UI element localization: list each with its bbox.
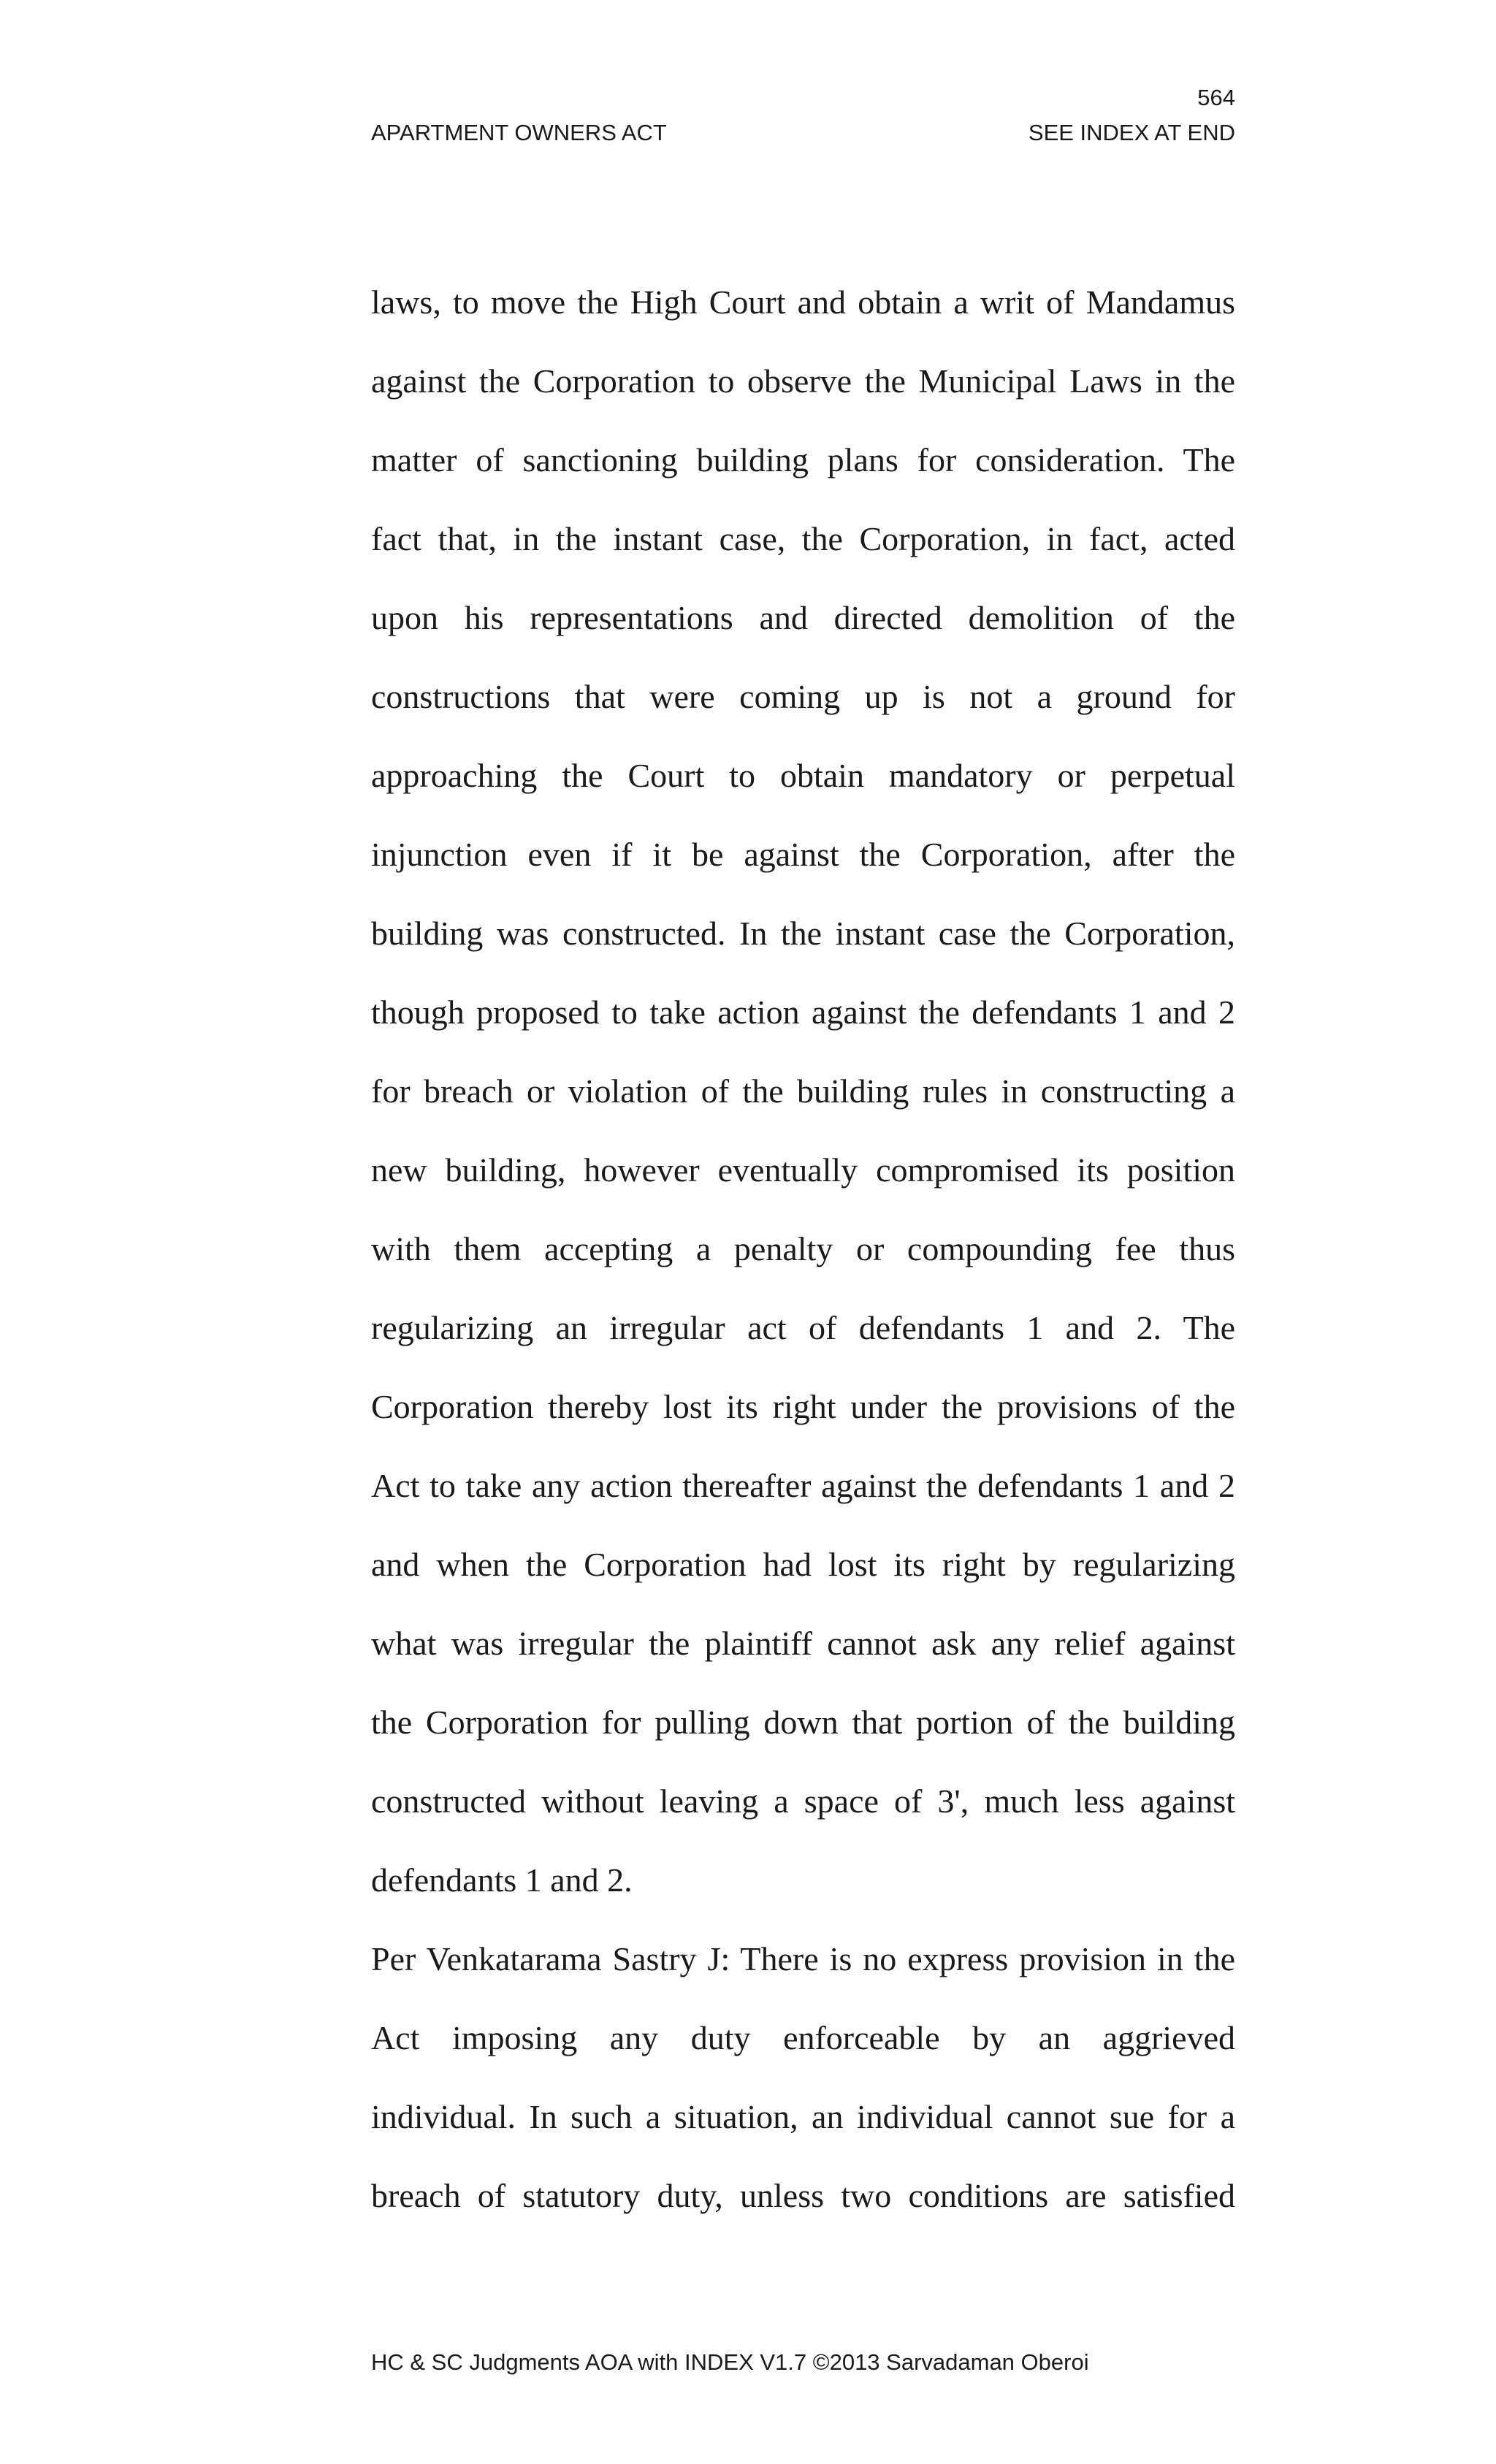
body-line: regularizing an irregular act of defendants 1 and 2. The — [371, 1309, 1235, 1346]
body-line: constructed without leaving a space of 3', much less against — [371, 1782, 1235, 1820]
body-line: building was constructed. In the instant case the Corporation, — [371, 915, 1235, 952]
body-line: breach of statutory duty, unless two conditions are satisfied — [371, 2177, 1235, 2214]
body-line: matter of sanctioning building plans for consideration. The — [371, 441, 1235, 478]
body-line: with them accepting a penalty or compounding fee thus — [371, 1230, 1235, 1267]
body-line: individual. In such a situation, an individual cannot sue for a — [371, 2098, 1235, 2135]
body-line: for breach or violation of the building rules in constructing a — [371, 1072, 1235, 1110]
body-line: the Corporation for pulling down that portion of the building — [371, 1704, 1235, 1741]
judgment-body-text — [371, 263, 1235, 2235]
body-line: upon his representations and directed demolition of the — [371, 599, 1235, 636]
body-line: though proposed to take action against the defendants 1 and 2 — [371, 993, 1235, 1031]
body-line: what was irregular the plaintiff cannot ask any relief against — [371, 1625, 1235, 1662]
body-line: Per Venkatarama Sastry J: There is no express provision in the — [371, 1940, 1235, 1977]
body-line: Act to take any action thereafter against the defendants 1 and 2 — [371, 1467, 1235, 1504]
body-line: new building, however eventually compromised its position — [371, 1151, 1235, 1189]
page-footer: HC & SC Judgments AOA with INDEX V1.7 ©2013 Sarvadaman Oberoi — [371, 2349, 1089, 2375]
header-index-note: SEE INDEX AT END — [1028, 120, 1235, 145]
body-line: against the Corporation to observe the Municipal Laws in the — [371, 362, 1235, 400]
running-header — [371, 121, 1235, 144]
body-line: constructions that were coming up is not a ground for — [371, 678, 1235, 715]
body-line: injunction even if it be against the Corporation, after the — [371, 836, 1235, 873]
body-line: Corporation thereby lost its right under the provisions of the — [371, 1388, 1235, 1425]
page-number: 564 — [1197, 85, 1235, 110]
header-title: APARTMENT OWNERS ACT — [371, 120, 667, 145]
body-line: defendants 1 and 2. — [371, 1861, 633, 1899]
body-line: fact that, in the instant case, the Corporation, in fact, acted — [371, 520, 1235, 557]
body-line: laws, to move the High Court and obtain a writ of Mandamus — [371, 283, 1235, 321]
body-line: Act imposing any duty enforceable by an aggrieved — [371, 2019, 1235, 2056]
body-line: and when the Corporation had lost its right by regularizing — [371, 1546, 1235, 1583]
body-line: approaching the Court to obtain mandatory or perpetual — [371, 757, 1235, 794]
